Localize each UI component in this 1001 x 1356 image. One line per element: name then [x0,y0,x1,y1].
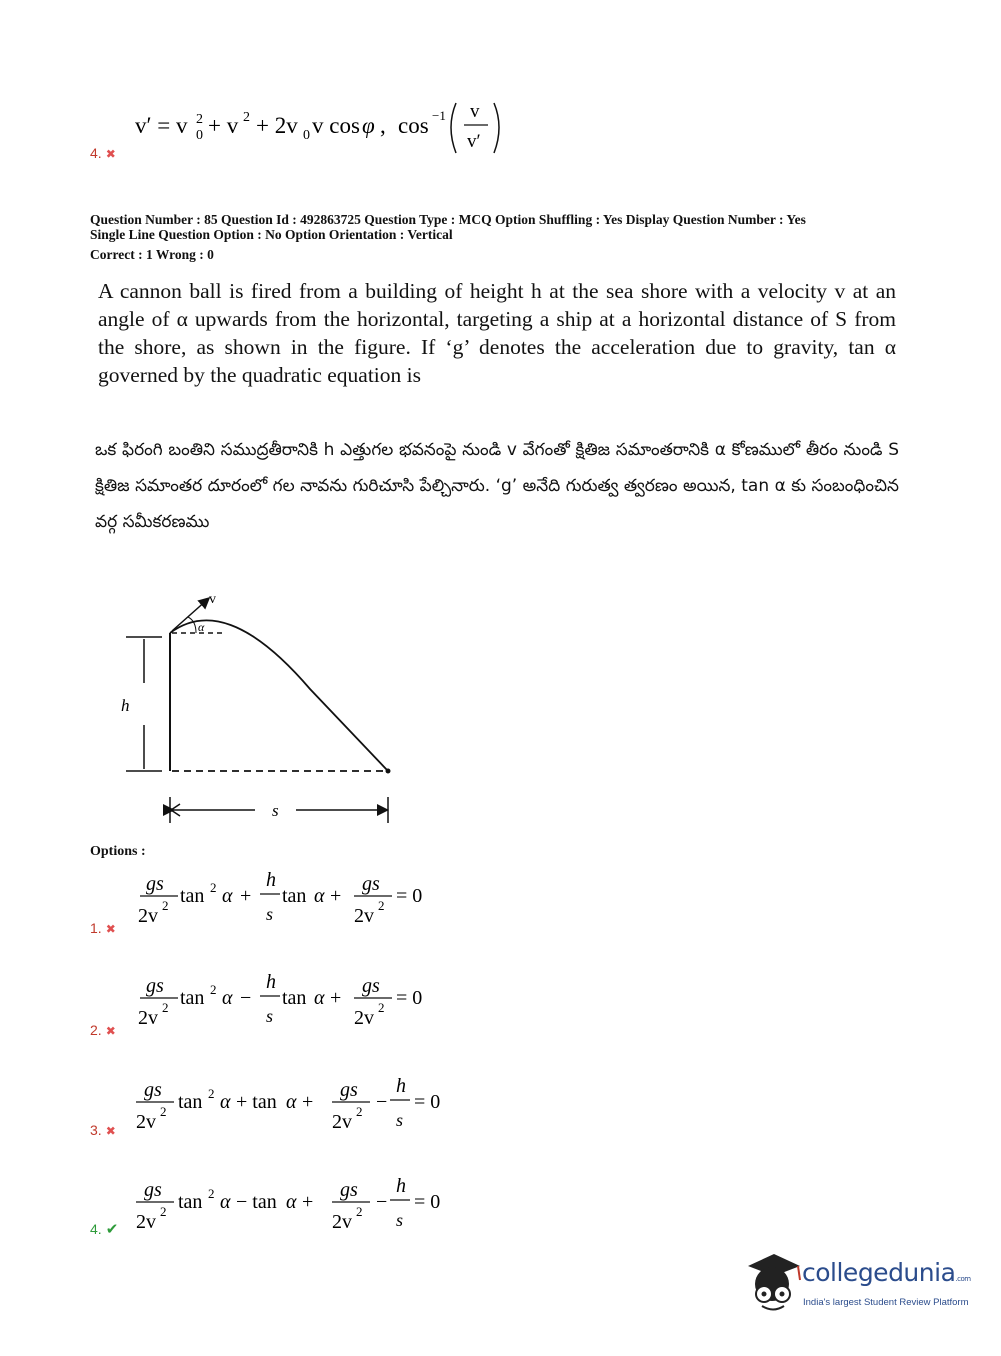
svg-text:2: 2 [243,110,250,125]
svg-text:gs: gs [340,1079,358,1101]
label-alpha: α [198,620,205,634]
question-meta [90,212,970,242]
svg-text:2v: 2v [332,1211,352,1233]
svg-text:+: + [240,885,252,907]
svg-text:v cos: v cos [312,113,360,138]
svg-text:gs: gs [146,975,164,997]
svg-text:s: s [266,904,274,924]
svg-text:−: − [240,987,252,1009]
svg-text:+ v: + v [208,113,239,138]
svg-text:α: α [220,1091,231,1113]
label-v: v [209,592,216,607]
svg-text:+ 2v: + 2v [256,113,298,138]
svg-text:v: v [470,101,480,122]
label-h: h [121,696,130,715]
svg-text:h: h [396,1175,406,1197]
svg-text:2: 2 [160,1204,167,1219]
option-4-number: 4. [90,1221,102,1237]
svg-text:s: s [266,1006,274,1026]
svg-text:gs: gs [362,975,380,997]
svg-text:α: α [314,885,325,907]
svg-text:gs: gs [362,873,380,895]
label-s: s [272,801,279,820]
option-2[interactable] [90,966,450,1041]
svg-text:+: + [302,1191,314,1213]
previous-option-number: 4. [90,145,102,161]
svg-text:= 0: = 0 [396,885,423,907]
svg-text:gs: gs [146,873,164,895]
option-1-number: 1. [90,920,102,936]
svg-text:2: 2 [160,1104,167,1119]
svg-text:2v: 2v [138,1007,158,1029]
svg-text:−: − [376,1091,388,1113]
svg-text:−1: −1 [432,108,446,123]
option-4-formula [90,1170,470,1245]
option-4[interactable] [90,1170,470,1245]
option-1-formula [90,864,450,939]
svg-text:+: + [330,987,342,1009]
svg-text:tan: tan [180,987,205,1009]
svg-text:φ: φ [362,113,375,138]
marking-scheme: Correct : 1 Wrong : 0 [90,247,214,262]
svg-text:gs: gs [144,1179,162,1201]
svg-text:cos: cos [398,113,429,138]
wrong-mark-icon: ✖ [105,147,116,161]
svg-text:h: h [396,1075,406,1097]
svg-text:2: 2 [356,1204,363,1219]
svg-text:2v: 2v [332,1111,352,1133]
svg-text:tan: tan [282,885,307,907]
logo-wordmark: collegedunia.com [802,1258,971,1287]
svg-text:2v: 2v [136,1111,156,1133]
svg-text:+: + [330,885,342,907]
svg-text:v′ = v: v′ = v [135,113,188,138]
question-text-telugu: ఒక ఫిరంగి బంతిని సముద్రతీరానికి h ఎత్తుగల భవనంపై నుండి v వేగంతో క్షితిజ సమాంతరానికి α కోణములో తీరం నుండి S క్షితిజ సమాంతర దూరంలో గల నావను గురిచూసి పేల్చినారు. ‘g’ అనేది గురుత్వ త్వరణం అయిన, tan α కు సంబంధించిన వర్గ సమీకరణము [95,440,899,532]
wrong-mark-icon: ✖ [105,1024,116,1038]
svg-text:α: α [286,1091,297,1113]
svg-text:gs: gs [144,1079,162,1101]
svg-text:= 0: = 0 [396,987,423,1009]
svg-text:2: 2 [210,880,217,895]
svg-text:h: h [266,971,276,993]
logo-tagline: India's largest Student Review Platform [803,1297,969,1308]
svg-text:α: α [286,1191,297,1213]
svg-text:2v: 2v [354,1007,374,1029]
meta-line-1: Question Number : 85 Question Id : 492863725 Question Type : MCQ Option Shuffling : Yes Display Question Number : Yes [90,212,806,227]
svg-text:= 0: = 0 [414,1191,441,1213]
option-2-number: 2. [90,1022,102,1038]
svg-text:0: 0 [303,128,310,143]
svg-text:2: 2 [196,112,203,127]
svg-text:s: s [396,1110,404,1130]
svg-text:2v: 2v [354,905,374,927]
svg-text:h: h [266,869,276,891]
svg-text:2v: 2v [138,905,158,927]
svg-text:tan: tan [282,987,307,1009]
wrong-mark-icon: ✖ [105,922,116,936]
option-3[interactable] [90,1070,470,1145]
svg-text:2v: 2v [136,1211,156,1233]
svg-text:2: 2 [208,1186,215,1201]
option-3-number: 3. [90,1122,102,1138]
svg-text:tan: tan [178,1191,203,1213]
option-3-formula [90,1070,470,1145]
svg-text:2: 2 [210,982,217,997]
option-2-formula [90,966,450,1041]
svg-text:,: , [380,113,386,138]
svg-text:α: α [222,885,233,907]
svg-text:tan: tan [180,885,205,907]
svg-text:2: 2 [356,1104,363,1119]
svg-text:+ tan: + tan [236,1091,277,1113]
svg-text:2: 2 [378,898,385,913]
svg-text:α: α [314,987,325,1009]
previous-option-formula [90,95,590,165]
svg-text:−: − [376,1191,388,1213]
svg-text:0: 0 [196,128,203,143]
svg-text:α: α [220,1191,231,1213]
svg-text:= 0: = 0 [414,1091,441,1113]
options-label: Options : [90,844,146,859]
projectile-figure [110,585,410,830]
svg-text:2: 2 [162,1000,169,1015]
mascot-icon [742,1250,802,1316]
svg-text:2: 2 [208,1086,215,1101]
svg-text:tan: tan [178,1091,203,1113]
meta-line-2: Single Line Question Option : No Option Orientation : Vertical [90,227,453,242]
svg-text:2: 2 [162,898,169,913]
question-text-english: A cannon ball is fired from a building of height h at the sea shore with a velocity v at an angle of α upwards from the horizontal, targeting a ship at a horizontal distance of S from the shore, as shown in the figure. If ‘g’ denotes the acceleration due to gravity, tan α governed by the quadratic equation is [98,279,896,387]
correct-check-icon: ✔ [105,1221,119,1238]
svg-text:− tan: − tan [236,1191,277,1213]
option-1[interactable] [90,864,450,939]
wrong-mark-icon: ✖ [105,1124,116,1138]
svg-text:α: α [222,987,233,1009]
svg-text:v′: v′ [467,131,481,152]
svg-text:2: 2 [378,1000,385,1015]
previous-option-4 [90,95,590,165]
collegedunia-logo [742,1250,972,1320]
svg-text:s: s [396,1210,404,1230]
svg-text:+: + [302,1091,314,1113]
svg-text:gs: gs [340,1179,358,1201]
